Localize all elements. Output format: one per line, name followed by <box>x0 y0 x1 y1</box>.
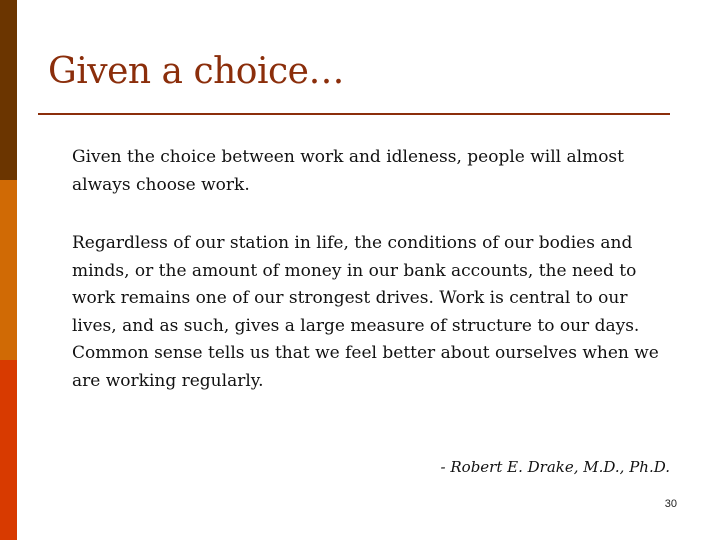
side-bar-top-band <box>0 0 17 180</box>
title-underline-rule <box>38 113 670 115</box>
side-bar-middle-band <box>0 180 17 360</box>
page-number: 30 <box>664 498 677 510</box>
body-paragraph-1: Given the choice between work and idleness, people will almost always choose work. <box>72 147 624 195</box>
quote-attribution: - Robert E. Drake, M.D., Ph.D. <box>440 458 670 476</box>
body-paragraph-2: Regardless of our station in life, the conditions of our bodies and minds, or the amount of money in our bank accounts, the need to work remains one of our strongest drives. Work is central to our lives, and as such, gives a large measure of structure to our days. Common sense tells us that we feel better about ourselves when we are working regularly. <box>72 233 659 391</box>
side-bar-bottom-band <box>0 360 17 540</box>
slide-title: Given a choice… <box>48 51 344 92</box>
